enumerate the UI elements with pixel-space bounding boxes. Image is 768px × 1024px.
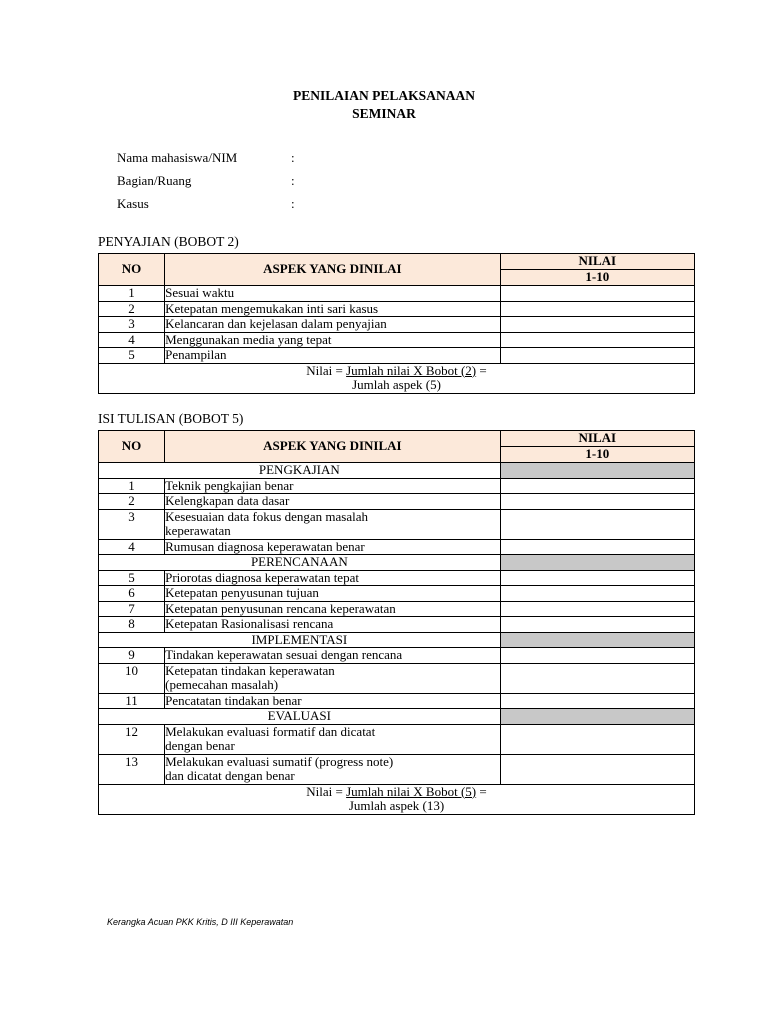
aspect-text: Pencatatan tindakan benar [165,692,302,708]
score-cell[interactable] [500,317,694,333]
header-range: 1-10 [500,447,694,463]
score-cell[interactable] [500,601,694,617]
table-row [99,509,695,539]
info-label: Bagian/Ruang [117,173,192,188]
isi-table [98,430,695,815]
row-aspect [165,693,501,709]
score-cell[interactable] [500,509,694,539]
info-colon: : [291,173,295,188]
row-aspect [165,286,501,302]
score-cell[interactable] [500,332,694,348]
section-shaded-cell [500,555,694,571]
formula-prefix: Nilai = [306,362,347,378]
penyajian-heading: PENYAJIAN (BOBOT 2) [98,234,239,249]
row-aspect [165,332,501,348]
section-shaded-cell [500,709,694,725]
row-number: 5 [99,348,165,364]
row-number: 1 [99,286,165,302]
aspect-text: Penampilan [165,347,227,362]
aspect-text: Teknik pengkajian benar [165,477,294,493]
table-row [99,754,695,784]
table-row [99,663,695,693]
title-line-1: PENILAIAN PELAKSANAAN [293,88,475,103]
info-label: Nama mahasiswa/NIM [117,150,238,165]
formula-cell [99,363,695,393]
table-row [99,494,695,510]
row-aspect [165,317,501,333]
row-number: 2 [99,494,165,510]
table-row [99,478,695,494]
section-title: EVALUASI [99,709,501,725]
row-number: 10 [99,663,165,693]
header-aspek: ASPEK YANG DINILAI [165,431,501,463]
section-title: IMPLEMENTASI [99,632,501,648]
aspect-text: Ketepatan penyusunan tujuan [165,585,319,600]
info-label: Kasus [117,196,149,211]
formula-numerator: Jumlah nilai X Bobot (5) [346,783,477,799]
section-row [99,709,695,725]
row-aspect [165,494,501,510]
formula-line [99,364,694,379]
row-number: 8 [99,617,165,633]
table-row [99,317,695,333]
section-shaded-cell [500,463,694,479]
row-aspect [165,754,501,784]
formula-line [99,785,694,800]
row-aspect [165,648,501,664]
row-number: 4 [99,332,165,348]
aspect-text: Ketepatan mengemukakan inti sari kasus [165,300,379,316]
score-cell[interactable] [500,478,694,494]
formula-denominator: Jumlah aspek (5) [352,377,441,392]
aspect-text: Ketepatan Rasionalisasi rencana [165,616,334,631]
score-cell[interactable] [500,754,694,784]
row-number: 9 [99,648,165,664]
info-colon: : [291,196,295,211]
aspect-text: Kelengkapan data dasar [165,493,290,508]
table-row [99,693,695,709]
row-number: 3 [99,317,165,333]
row-aspect [165,301,501,317]
table-row [99,601,695,617]
score-cell[interactable] [500,539,694,555]
table-row [99,724,695,754]
score-cell[interactable] [500,648,694,664]
row-aspect [165,586,501,602]
aspect-text: Priorotas diagnosa keperawatan tepat [165,569,359,585]
section-row [99,555,695,571]
formula-row [99,784,695,814]
table-row [99,286,695,302]
formula-suffix: = [476,783,487,799]
table-row [99,570,695,586]
row-number: 13 [99,754,165,784]
formula-numerator: Jumlah nilai X Bobot (2) [346,362,477,378]
header-no: NO [99,431,165,463]
aspect-text: Melakukan evaluasi sumatif (progress note) [165,753,394,769]
section-title: PERENCANAAN [99,555,501,571]
header-nilai: NILAI [500,431,694,447]
page-title [0,87,768,123]
score-cell[interactable] [500,693,694,709]
table-row [99,332,695,348]
formula-denominator: Jumlah aspek (13) [348,798,445,813]
row-number: 4 [99,539,165,555]
score-cell[interactable] [500,348,694,364]
section-row [99,463,695,479]
aspect-text: Tindakan keperawatan sesuai dengan rencana [165,647,403,662]
row-aspect [165,478,501,494]
score-cell[interactable] [500,494,694,510]
header-nilai: NILAI [500,254,694,270]
formula-suffix: = [476,362,487,378]
row-number: 11 [99,693,165,709]
aspect-text: Melakukan evaluasi formatif dan dicatat [165,723,376,739]
row-number: 5 [99,570,165,586]
row-number: 2 [99,301,165,317]
aspect-text: Kelancaran dan kejelasan dalam penyajian [165,316,387,331]
penyajian-table [98,253,695,394]
aspect-text: Kesesuaian data fokus dengan masalah [165,508,368,524]
header-aspek: ASPEK YANG DINILAI [165,254,501,286]
table-row [99,348,695,364]
score-cell[interactable] [500,663,694,693]
score-cell[interactable] [500,301,694,317]
score-cell[interactable] [500,617,694,633]
aspect-text-continued: keperawatan [165,523,231,538]
score-cell[interactable] [500,286,694,302]
table-row [99,648,695,664]
title-line-2: SEMINAR [352,106,416,121]
score-cell[interactable] [500,724,694,754]
formula-prefix: Nilai = [306,783,347,799]
aspect-text: Menggunakan media yang tepat [165,331,332,347]
footer-note: Kerangka Acuan PKK Kritis, D III Keperawatan [107,917,294,927]
section-shaded-cell [500,632,694,648]
aspect-text: Rumusan diagnosa keperawatan benar [165,538,365,554]
formula-cell [99,784,695,814]
row-number: 7 [99,601,165,617]
table-row [99,617,695,633]
row-number: 12 [99,724,165,754]
table-row [99,301,695,317]
score-cell[interactable] [500,570,694,586]
aspect-text: Ketepatan tindakan keperawatan [165,662,335,678]
section-title: PENGKAJIAN [99,463,501,479]
section-row [99,632,695,648]
row-aspect [165,724,501,754]
header-range: 1-10 [500,270,694,286]
aspect-text-continued: (pemecahan masalah) [165,677,279,692]
aspect-text-continued: dan dicatat dengan benar [165,768,295,783]
row-aspect [165,663,501,693]
row-aspect [165,570,501,586]
score-cell[interactable] [500,586,694,602]
header-no: NO [99,254,165,286]
row-number: 3 [99,509,165,539]
row-number: 6 [99,586,165,602]
row-aspect [165,509,501,539]
table-row [99,539,695,555]
row-number: 1 [99,478,165,494]
aspect-text-continued: dengan benar [165,738,235,753]
row-aspect [165,348,501,364]
isi-heading: ISI TULISAN (BOBOT 5) [98,411,244,426]
row-aspect [165,539,501,555]
table-row [99,586,695,602]
info-colon: : [291,150,295,165]
formula-row [99,363,695,393]
aspect-text: Ketepatan penyusunan rencana keperawatan [165,600,396,616]
aspect-text: Sesuai waktu [165,285,235,300]
row-aspect [165,617,501,633]
row-aspect [165,601,501,617]
